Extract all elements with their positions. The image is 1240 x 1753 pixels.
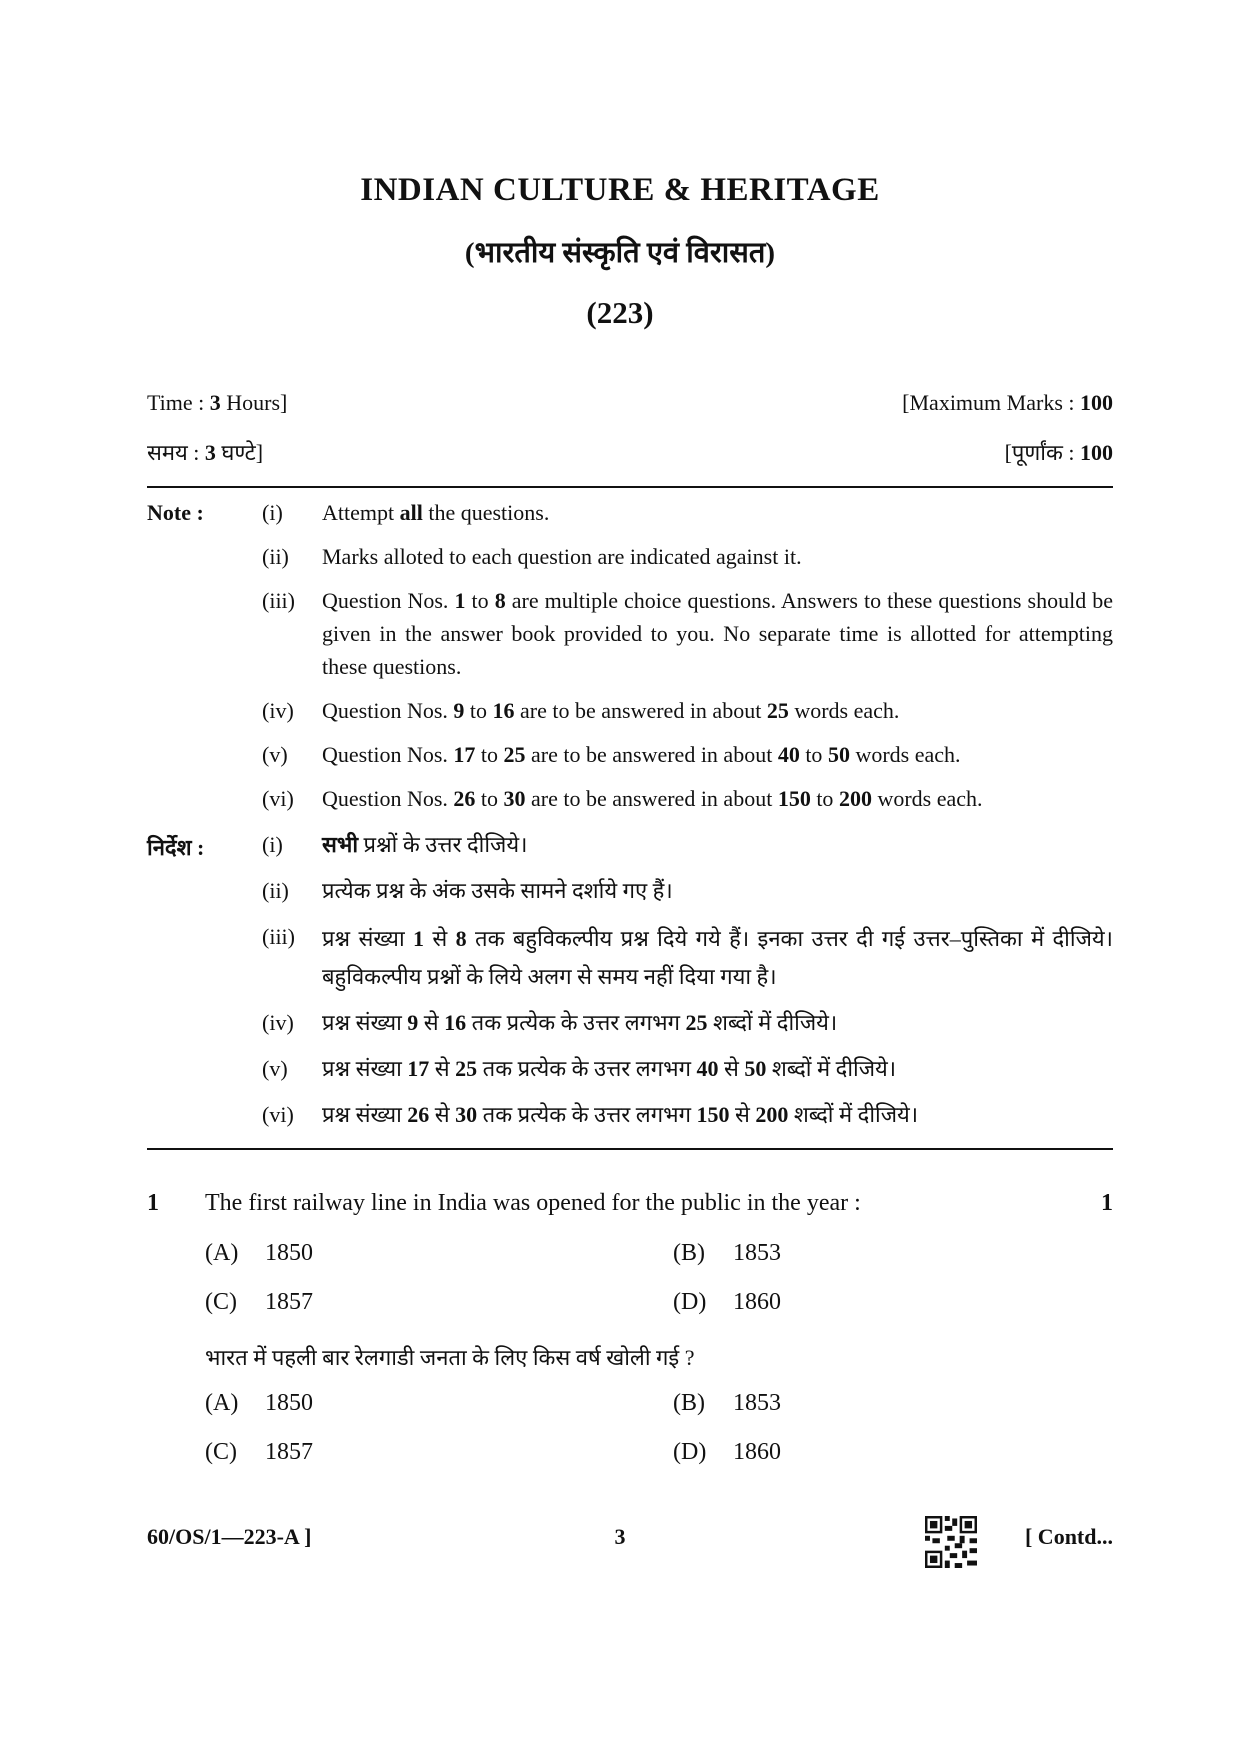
page-number: 3 [614, 1524, 626, 1549]
time-info-hindi [147, 437, 263, 467]
note-number-hindi: (iii) [262, 924, 295, 949]
question-marks: 1 [1101, 1190, 1113, 1216]
max-marks-info [902, 390, 1113, 416]
note-item: Question Nos. 9 to 16 are to be answered in about 25 words each. [322, 698, 900, 723]
exam-title: INDIAN CULTURE & HERITAGE [360, 172, 880, 208]
marks-value-hindi: 100 [1080, 440, 1113, 465]
option-d-hindi: (D) 1860 [673, 1439, 781, 1465]
option-c-hindi: (C) 1857 [205, 1439, 313, 1465]
max-marks-info-hindi [1005, 437, 1113, 467]
time-unit-hindi: घण्टे] [215, 440, 264, 465]
note-item-hindi: प्रश्न संख्या 1 से 8 तक बहुविकल्पीय प्रश्न दिये गये हैं। इनका उत्तर दी गई उत्तर–पुस्तिका में दीजिये। बहुविकल्पीय प्रश्नों के लिये अलग से समय नहीं दिया गया है। [322, 926, 1114, 989]
exam-subtitle-hindi: (भारतीय संस्कृति एवं विरासत) [464, 237, 776, 269]
top-divider [147, 486, 1113, 488]
option-c: (C) 1857 [205, 1289, 313, 1315]
question-number: 1 [147, 1190, 159, 1216]
note-number: (v) [262, 742, 288, 767]
note-item-hindi: सभी प्रश्नों के उत्तर दीजिये। [322, 832, 528, 857]
marks-value: 100 [1080, 390, 1113, 415]
note-item: Question Nos. 26 to 30 are to be answered in about 150 to 200 words each. [322, 786, 983, 811]
continued-label: [ Contd... [1024, 1524, 1113, 1549]
qr-code-icon [925, 1516, 977, 1568]
option-b: (B) 1853 [673, 1240, 781, 1266]
option-b-hindi: (B) 1853 [673, 1390, 781, 1416]
note-number: (iv) [262, 698, 294, 723]
note-number: (vi) [262, 786, 294, 811]
note-number-hindi: (i) [262, 832, 283, 857]
note-label: Note : [147, 500, 204, 525]
question-text: The first railway line in India was opened for the public in the year : [205, 1190, 861, 1216]
note-item: Marks alloted to each question are indicated against it. [322, 544, 802, 569]
note-number: (iii) [262, 588, 295, 613]
time-info [147, 390, 287, 416]
note-item: Question Nos. 17 to 25 are to be answered in about 40 to 50 words each. [322, 742, 961, 767]
note-item-hindi: प्रश्न संख्या 26 से 30 तक प्रत्येक के उत्तर लगभग 150 से 200 शब्दों में दीजिये। [322, 1102, 919, 1127]
subject-code: (223) [586, 295, 654, 330]
note-number-hindi: (v) [262, 1056, 288, 1081]
marks-label-hindi: [पूर्णांक : [1004, 440, 1080, 465]
note-number-hindi: (iv) [262, 1010, 294, 1035]
time-label: Time : [147, 390, 210, 415]
time-unit: Hours] [220, 390, 288, 415]
note-label-hindi: निर्देश : [147, 835, 205, 860]
time-value-hindi: 3 [204, 440, 216, 465]
note-item-hindi: प्रश्न संख्या 9 से 16 तक प्रत्येक के उत्तर लगभग 25 शब्दों में दीजिये। [322, 1010, 838, 1035]
option-d: (D) 1860 [673, 1289, 781, 1315]
option-a-hindi: (A) 1850 [205, 1390, 313, 1416]
note-item: Attempt all the questions. [322, 500, 550, 525]
note-number: (ii) [262, 544, 289, 569]
note-item-hindi: प्रश्न संख्या 17 से 25 तक प्रत्येक के उत्तर लगभग 40 से 50 शब्दों में दीजिये। [322, 1056, 897, 1081]
note-number-hindi: (ii) [262, 878, 289, 903]
paper-code: 60/OS/1—223-A ] [147, 1524, 312, 1549]
bottom-divider [147, 1148, 1113, 1150]
time-value: 3 [209, 390, 221, 415]
note-item-hindi: प्रत्येक प्रश्न के अंक उसके सामने दर्शाये गए हैं। [322, 878, 673, 903]
note-number-hindi: (vi) [262, 1102, 294, 1127]
question-text-hindi: भारत में पहली बार रेलगाडी जनता के लिए किस वर्ष खोली गई ? [205, 1345, 695, 1370]
time-label-hindi: समय : [147, 440, 205, 465]
note-item: Question Nos. 1 to 8 are multiple choice questions. Answers to these questions should be given in the answer book provided to you. No separate time is allotted for attempting these questions. [322, 588, 1114, 679]
marks-label: [Maximum Marks : [902, 390, 1080, 415]
option-a: (A) 1850 [205, 1240, 313, 1266]
note-number: (i) [262, 500, 283, 525]
